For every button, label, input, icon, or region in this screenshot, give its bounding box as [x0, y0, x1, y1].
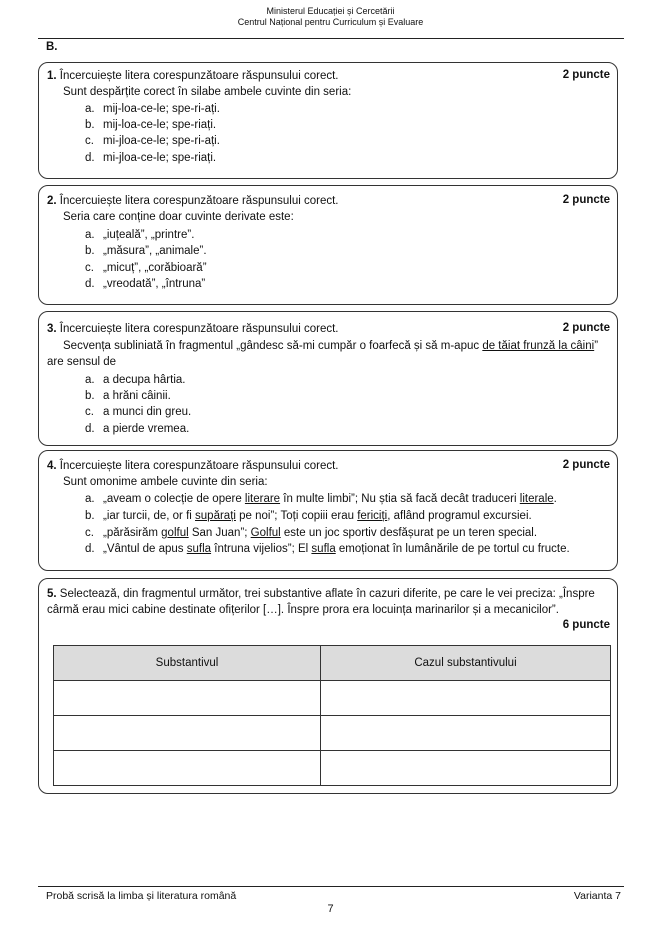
- prompt-text: Secvența subliniată în fragmentul „gândesc să-mi cumpăr o foarfecă și să m-apuc: [63, 340, 483, 352]
- question-2-box: [38, 185, 618, 305]
- case-cell[interactable]: [321, 716, 611, 751]
- option-letter: b.: [85, 390, 95, 402]
- option-text: „iuțeală”, „printre”.: [103, 229, 195, 241]
- question-1-points: 2 puncte: [562, 69, 610, 81]
- column-header-noun: Substantivul: [54, 646, 321, 681]
- option-letter: b.: [85, 119, 95, 131]
- option-c[interactable]: [85, 134, 220, 148]
- instruction-text: Încercuiește litera corespunzătoare răspunsului corect.: [59, 70, 339, 82]
- option-text: emoționat în lumânările de pe tortul cu fructe.: [335, 543, 570, 555]
- noun-cell[interactable]: [54, 681, 321, 716]
- instruction-text: Încercuiește litera corespunzătoare răspunsului corect.: [59, 323, 339, 335]
- option-text: San Juan”;: [188, 527, 251, 539]
- question-3-prompt: [63, 339, 598, 353]
- footer-divider: [38, 886, 624, 887]
- question-2-instruction: [47, 194, 339, 208]
- option-a[interactable]: [85, 228, 194, 242]
- prompt-text: ”: [594, 340, 599, 352]
- option-text: „Vântul de apus: [103, 543, 187, 555]
- underlined-word: sufla: [311, 543, 336, 555]
- table-row: [54, 681, 611, 716]
- case-cell[interactable]: [321, 681, 611, 716]
- question-2-number: 2.: [47, 195, 57, 207]
- question-5-text-line2: cârmă erau mici cabine destinate ofițerilor […]. Înspre prora era locuința marinarilor și a mecanicilor”.: [47, 604, 559, 616]
- option-d[interactable]: [85, 542, 570, 556]
- footer-subject: Probă scrisă la limba și literatura română: [46, 890, 237, 902]
- noun-cell[interactable]: [54, 751, 321, 786]
- question-4-points: 2 puncte: [562, 459, 610, 471]
- option-text: întruna vijelios”; El: [211, 543, 312, 555]
- option-letter: b.: [85, 510, 95, 522]
- option-text: mij-loa-ce-le; spe-riați.: [103, 119, 217, 131]
- option-text: „măsura”, „animale”.: [103, 245, 207, 257]
- table-header-row: [54, 646, 611, 681]
- underlined-word: supărați: [195, 510, 236, 522]
- option-a[interactable]: [85, 102, 220, 116]
- option-text: mi-jloa-ce-le; spe-riați.: [103, 152, 217, 164]
- question-2-points: 2 puncte: [562, 194, 610, 206]
- underlined-word: sufla: [186, 543, 212, 555]
- question-4-number: 4.: [47, 460, 57, 472]
- question-5-number: 5.: [47, 588, 57, 600]
- noun-cell[interactable]: [54, 716, 321, 751]
- option-b[interactable]: [85, 244, 207, 258]
- option-letter: b.: [85, 245, 95, 257]
- option-text: , aflând programul excursiei.: [387, 510, 532, 522]
- question-5-text-line1: [47, 587, 595, 601]
- option-d[interactable]: [85, 277, 205, 291]
- option-letter: c.: [85, 406, 94, 418]
- footer-variant: Varianta 7: [573, 890, 621, 902]
- question-1-instruction: [47, 69, 339, 83]
- option-letter: d.: [85, 543, 95, 555]
- column-header-case: Cazul substantivului: [321, 646, 611, 681]
- option-text: „aveam o colecție de opere: [103, 493, 245, 505]
- option-b[interactable]: [85, 509, 532, 523]
- page-header: [0, 6, 661, 28]
- option-letter: d.: [85, 278, 95, 290]
- header-divider: [38, 38, 624, 39]
- question-3-instruction: [47, 322, 339, 336]
- underlined-word: literare: [244, 493, 281, 505]
- answer-table: [53, 645, 611, 786]
- option-a[interactable]: [85, 373, 185, 387]
- option-letter: a.: [85, 229, 95, 241]
- underlined-word: Golful: [250, 527, 281, 539]
- option-c[interactable]: [85, 261, 207, 275]
- underlined-word: fericiți: [357, 510, 388, 522]
- question-3-points: 2 puncte: [562, 322, 610, 334]
- question-3-box: [38, 311, 618, 446]
- option-letter: a.: [85, 103, 95, 115]
- option-letter: c.: [85, 527, 94, 539]
- question-1-box: [38, 62, 618, 179]
- option-letter: d.: [85, 423, 95, 435]
- option-text: mi-jloa-ce-le; spe-ri-ați.: [103, 135, 220, 147]
- option-letter: a.: [85, 493, 95, 505]
- question-4-instruction: [47, 459, 339, 473]
- center-name: Centrul Național pentru Curriculum și Evaluare: [237, 17, 424, 27]
- question-1-prompt: Sunt despărțite corect în silabe ambele cuvinte din seria:: [63, 86, 352, 98]
- question-5-text: Selectează, din fragmentul următor, trei substantive aflate în cazuri diferite, pe care le vei preciza: „Înspre: [59, 588, 595, 600]
- option-text: „părăsirăm: [103, 527, 162, 539]
- option-b[interactable]: [85, 118, 216, 132]
- question-1-number: 1.: [47, 70, 57, 82]
- case-cell[interactable]: [321, 751, 611, 786]
- underlined-phrase: de tăiat frunză la câini: [482, 340, 595, 352]
- instruction-text: Încercuiește litera corespunzătoare răspunsului corect.: [59, 460, 339, 472]
- question-5-points: 6 puncte: [562, 619, 610, 631]
- option-d[interactable]: [85, 422, 189, 436]
- option-text: „iar turcii, de, or fi: [103, 510, 196, 522]
- option-letter: a.: [85, 374, 95, 386]
- option-text: pe noi”; Toți copiii erau: [235, 510, 358, 522]
- option-letter: d.: [85, 152, 95, 164]
- option-a[interactable]: [85, 492, 557, 506]
- option-text: a decupa hârtia.: [103, 374, 186, 386]
- underlined-word: golful: [161, 527, 189, 539]
- option-d[interactable]: [85, 151, 216, 165]
- table-row: [54, 716, 611, 751]
- option-text: este un joc sportiv desfășurat pe un teren special.: [280, 527, 538, 539]
- option-letter: c.: [85, 135, 94, 147]
- question-2-prompt: Seria care conține doar cuvinte derivate este:: [63, 211, 294, 223]
- section-label: B.: [46, 41, 58, 53]
- ministry-name: Ministerul Educației și Cercetării: [266, 6, 395, 16]
- table-row: [54, 751, 611, 786]
- option-text: a hrăni câinii.: [103, 390, 171, 402]
- option-c[interactable]: [85, 405, 191, 419]
- instruction-text: Încercuiește litera corespunzătoare răspunsului corect.: [59, 195, 339, 207]
- page-number: 7: [327, 903, 334, 915]
- question-3-number: 3.: [47, 323, 57, 335]
- question-5-box: [38, 578, 618, 794]
- option-text: „vreodată”, „întruna”: [103, 278, 206, 290]
- option-text: mij-loa-ce-le; spe-ri-ați.: [103, 103, 220, 115]
- option-c[interactable]: [85, 526, 537, 540]
- option-text: „micuț”, „corăbioară”: [103, 262, 207, 274]
- question-3-prompt-continued: are sensul de: [47, 356, 117, 368]
- option-text: a pierde vremea.: [103, 423, 190, 435]
- question-4-prompt: Sunt omonime ambele cuvinte din seria:: [63, 476, 268, 488]
- option-text: .: [553, 493, 557, 505]
- option-text: a munci din greu.: [103, 406, 192, 418]
- option-text: în multe limbi”; Nu știa să facă decât traduceri: [280, 493, 520, 505]
- underlined-word: literale: [519, 493, 554, 505]
- question-4-box: [38, 450, 618, 571]
- option-b[interactable]: [85, 389, 171, 403]
- option-letter: c.: [85, 262, 94, 274]
